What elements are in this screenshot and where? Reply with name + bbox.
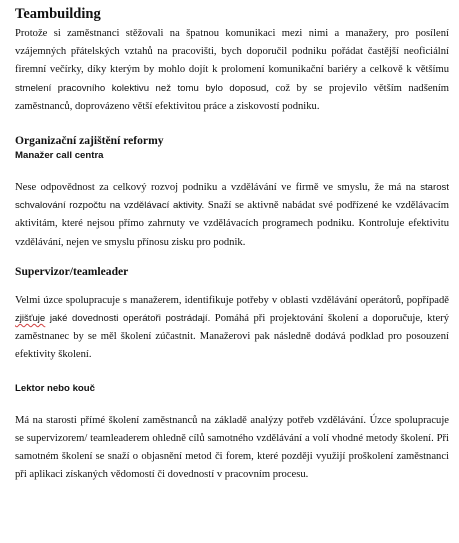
role-heading-lecturer: Lektor nebo kouč <box>15 382 95 394</box>
role-heading-supervisor: Supervizor/teamleader <box>15 264 129 278</box>
lecturer-text: Má na starosti přímé školení zaměstnanců na základě analýzy potřeb vzdělávání. Úzce spolupracuje se supervizorem/ teamleaderem ohledně cílů samotného vzdělávání a volí vhodné metody školení. Při samotném školení se snaží o objasnění metod či forem, které později využijí proškolení zaměstnanci při aplikaci získaných vědomostí či dovedností v pracovním procesu. <box>15 414 449 481</box>
supervisor-text-part-3: jaké dovednosti operátoři postrádají. <box>45 313 211 325</box>
intro-paragraph <box>15 25 449 116</box>
role-paragraph-lecturer <box>15 412 449 485</box>
section-heading: Organizační zajištění reformy <box>15 134 164 148</box>
intro-text-part-2: stmelení pracovního kolektivu než tomu bylo doposud <box>15 82 267 94</box>
document-title: Teambuilding <box>15 6 101 22</box>
supervisor-text-part-5: Manažerovi pak následně dodává podklad pro posouzení efektivity školení. <box>15 331 449 361</box>
manager-text-part-2: starost schvalování rozpočtu na vzdělávací aktivity. <box>15 182 449 212</box>
supervisor-text-part-4: Pomáhá při projektování školení a doporučuje, který zaměstnanec by se měl školení zúčastnit. <box>15 313 449 343</box>
manager-text-part-3: Snaží se aktivně nabádat své podřízené ke vzdělávacím aktivitám, které nejsou přímo zahrnuty ve vzdělávacích programech podniku. Kontroluje efektivitu vzdělávání, nejen ve smyslu přínosu zisku pro podnik. <box>15 200 449 248</box>
supervisor-text-part-1: Velmi úzce spolupracuje s manažerem, identifikuje potřeby v oblasti vzdělávání operátorů, popřípadě <box>15 294 449 306</box>
role-heading-manager: Manažer call centra <box>15 150 104 162</box>
manager-text-part-1: Nese odpovědnost za celkový rozvoj podniku a vzdělávání ve firmě ve smyslu, že má na <box>15 182 421 194</box>
intro-text-part-1: Protože si zaměstnanci stěžovali na špatnou komunikaci mezi nimi a manažery, pro posílení vzájemných přátelských vztahů na pracovišti, bych doporučil podniku pořádat častější neoficiální firemní večírky, díky kterým by mohlo dojít k prolomení komunikační bariéry a celkově k většímu <box>15 28 449 76</box>
role-paragraph-supervisor <box>15 292 449 365</box>
intro-text-part-3: , což by se projevilo větším nadšením zaměstnanců, doprovázeno větší efektivitou práce a ziskovostí podniku. <box>15 82 449 112</box>
role-paragraph-manager <box>15 179 449 252</box>
supervisor-text-part-2: zjišťuje <box>15 313 46 325</box>
